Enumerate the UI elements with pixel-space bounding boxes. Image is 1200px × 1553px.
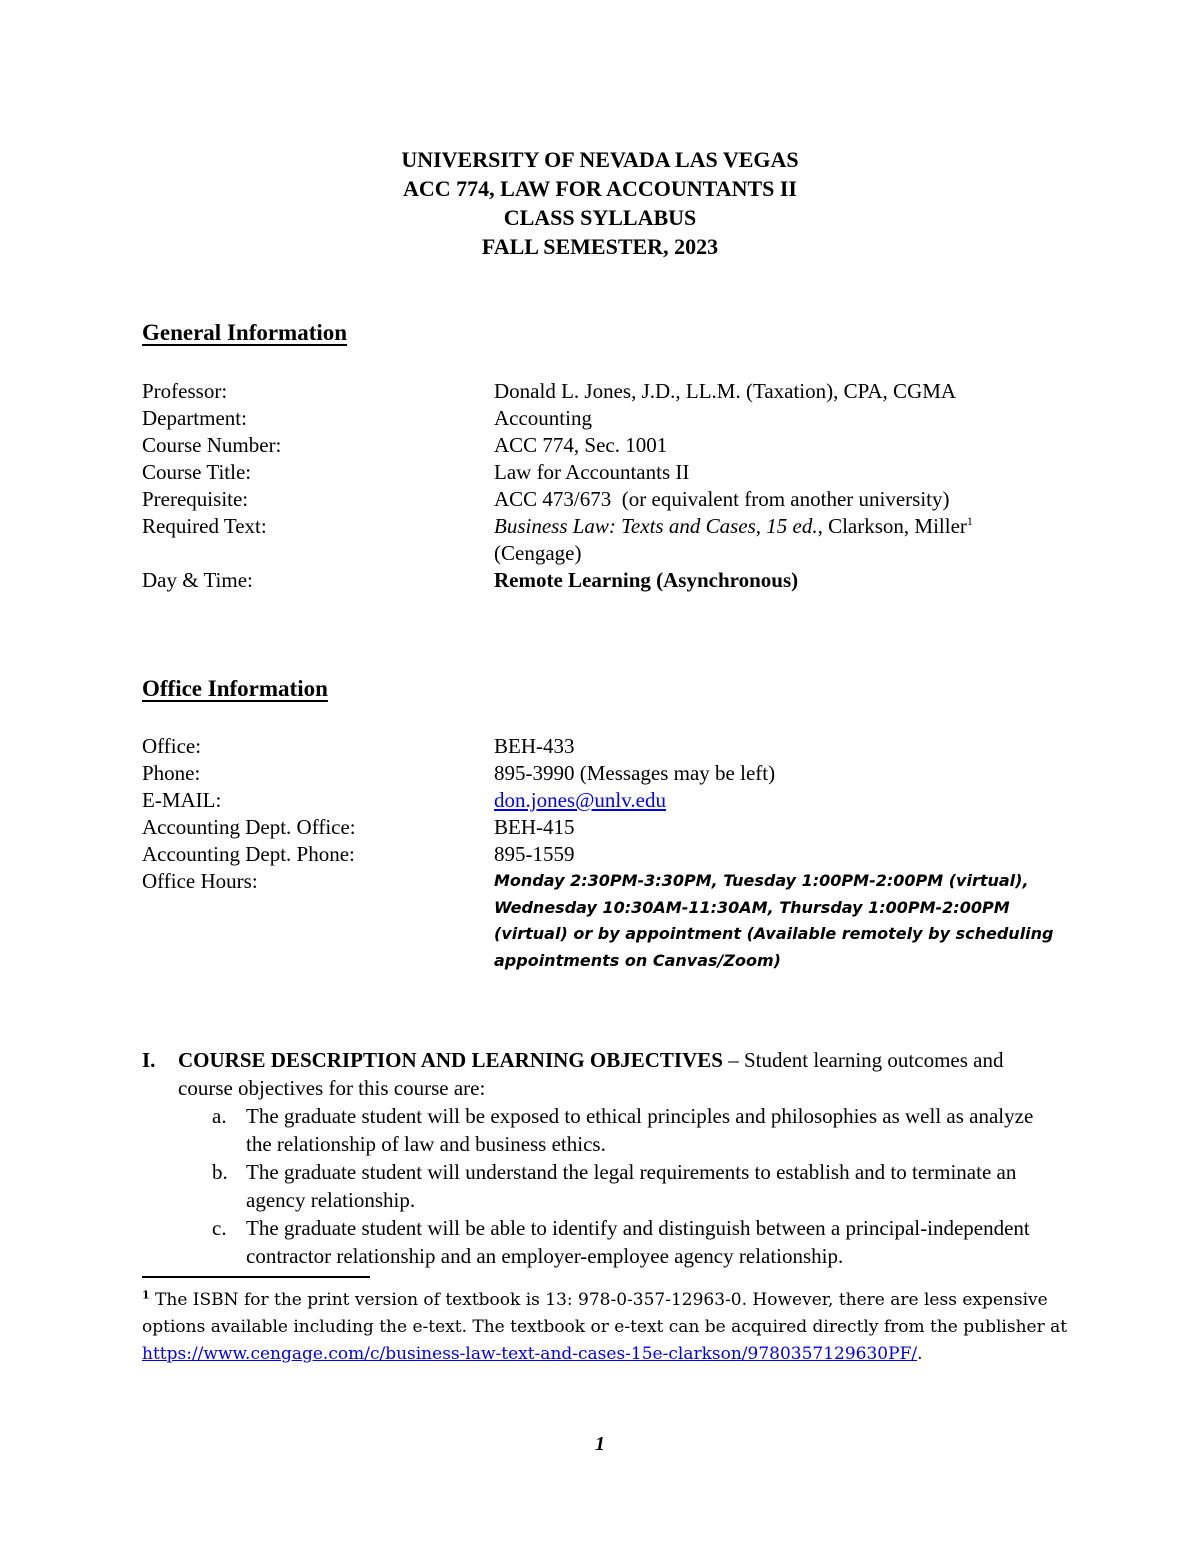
semester: FALL SEMESTER, 2023 (481, 234, 719, 259)
footnote-mark: 1 (142, 1288, 150, 1302)
office-value: BEH-433 (494, 734, 575, 758)
prerequisite-label: Prerequisite: (142, 487, 249, 511)
textbook-title: Business Law: Texts and Cases, 15 ed. (494, 514, 818, 538)
list-item-text: The graduate student will be able to identify and distinguish between a principal-independent contractor relationship and an employer-employee agency relationship. (246, 1216, 1030, 1268)
dept-office-value: BEH-415 (494, 815, 575, 839)
required-text-value (494, 513, 973, 567)
professor-label: Professor: (142, 379, 228, 403)
list-item (142, 1214, 1062, 1270)
textbook-publisher: (Cengage) (494, 541, 582, 565)
list-item-letter: a. (212, 1104, 227, 1128)
phone-label: Phone: (142, 761, 201, 785)
footnote (142, 1287, 1072, 1368)
department-value: Accounting (494, 406, 592, 430)
course-title-value: Law for Accountants II (494, 460, 690, 484)
course-description-heading (142, 1046, 1062, 1102)
list-item-letter: c. (212, 1216, 227, 1240)
footnote-text: The ISBN for the print version of textbook is 13: 978-0-357-12963-0. However, there are less expensive options available including the e-text. The textbook or e-text can be acquired directly from the publisher at (142, 1290, 1068, 1337)
list-item-text: The graduate student will understand the legal requirements to establish and to terminate an agency relationship. (246, 1160, 1017, 1212)
office-label: Office: (142, 734, 202, 758)
course-number-label: Course Number: (142, 433, 282, 457)
email-value (494, 787, 666, 814)
course-description-section (142, 1046, 1062, 1270)
general-information-heading: General Information (142, 320, 348, 345)
dept-phone-value: 895-1559 (494, 842, 575, 866)
page-number: 1 (595, 1433, 605, 1455)
email-label: E-MAIL: (142, 788, 222, 812)
office-hours-value: Monday 2:30PM-3:30PM, Tuesday 1:00PM-2:00PM (virtual), Wednesday 10:30AM-11:30AM, Thursday 1:00PM-2:00PM (virtual) or by appointment (Available remotely by scheduling appointments on Canvas/Zoom) (494, 871, 1054, 970)
section-numeral: I. (142, 1048, 156, 1072)
list-item-text: The graduate student will be exposed to ethical principles and philosophies as well as analyze the relationship of law and business ethics. (246, 1104, 1034, 1156)
office-hours-label: Office Hours: (142, 869, 258, 893)
day-time-value: Remote Learning (Asynchronous) (494, 568, 799, 592)
footnote-reference[interactable]: 1 (966, 514, 973, 528)
course-number-value: ACC 774, Sec. 1001 (494, 433, 668, 457)
title-block (0, 145, 1200, 261)
department-label: Department: (142, 406, 247, 430)
course-description-title: COURSE DESCRIPTION AND LEARNING OBJECTIVES (178, 1048, 723, 1072)
footnote-end: . (917, 1344, 923, 1364)
footnote-separator (142, 1276, 370, 1278)
professor-value: Donald L. Jones, J.D., LL.M. (Taxation), CPA, CGMA (494, 379, 957, 403)
list-item (142, 1102, 1062, 1158)
dept-phone-label: Accounting Dept. Phone: (142, 842, 355, 866)
prerequisite-value: ACC 473/673 (or equivalent from another university) (494, 487, 950, 511)
course-description-intro: – Student learning outcomes and course objectives for this course are: (178, 1048, 1004, 1100)
dept-office-label: Accounting Dept. Office: (142, 815, 356, 839)
day-time-label: Day & Time: (142, 568, 253, 592)
phone-value: 895-3990 (Messages may be left) (494, 761, 776, 785)
office-information-heading: Office Information (142, 676, 328, 701)
university-name: UNIVERSITY OF NEVADA LAS VEGAS (401, 147, 799, 172)
required-text-label: Required Text: (142, 514, 267, 538)
course-title-label: Course Title: (142, 460, 252, 484)
list-item-letter: b. (212, 1160, 228, 1184)
textbook-authors: , Clarkson, Miller (817, 514, 967, 538)
objectives-list (142, 1102, 1062, 1270)
document-type: CLASS SYLLABUS (503, 205, 697, 230)
course-title-heading: ACC 774, LAW FOR ACCOUNTANTS II (402, 176, 797, 201)
publisher-link[interactable]: https://www.cengage.com/c/business-law-text-and-cases-15e-clarkson/9780357129630PF/ (142, 1344, 918, 1364)
list-item (142, 1158, 1062, 1214)
email-link[interactable]: don.jones@unlv.edu (494, 788, 666, 812)
